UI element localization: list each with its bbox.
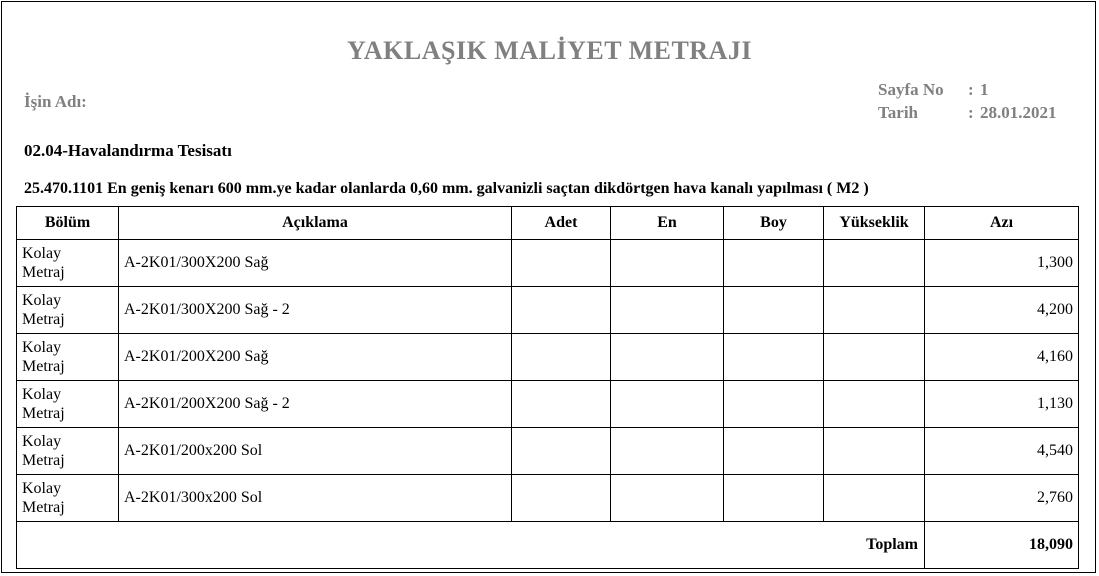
table-row	[17, 381, 1079, 428]
column-header-adet: Adet	[512, 207, 611, 240]
bolum-cell	[17, 428, 119, 475]
bolum-line-1: Kolay	[22, 245, 62, 262]
table-row	[17, 334, 1079, 381]
azi-cell: 4,160	[925, 334, 1079, 381]
adet-cell	[512, 240, 611, 287]
total-row	[17, 522, 1079, 569]
bolum-cell	[17, 334, 119, 381]
bolum-cell	[17, 240, 119, 287]
bolum-line-2: Metraj	[22, 405, 65, 422]
yukseklik-cell	[824, 240, 925, 287]
azi-cell: 1,130	[925, 381, 1079, 428]
yukseklik-cell	[824, 334, 925, 381]
boy-cell	[724, 334, 824, 381]
date-row	[878, 103, 1057, 126]
adet-cell	[512, 475, 611, 522]
aciklama-cell: A-2K01/200x200 Sol	[119, 428, 512, 475]
bolum-cell	[17, 381, 119, 428]
item-description: 25.470.1101 En geniş kenarı 600 mm.ye kadar olanlarda 0,60 mm. galvanizli saçtan dikdörtgen hava kanalı yapılması ( M2 )	[24, 180, 869, 197]
column-header-yukseklik: Yükseklik	[824, 207, 925, 240]
azi-cell: 1,300	[925, 240, 1079, 287]
page-number-label: Sayfa No	[878, 80, 944, 99]
adet-cell	[512, 334, 611, 381]
bolum-cell	[17, 287, 119, 334]
boy-cell	[724, 240, 824, 287]
adet-cell	[512, 381, 611, 428]
page-number-row	[878, 80, 1057, 103]
aciklama-cell: A-2K01/300x200 Sol	[119, 475, 512, 522]
date-label: Tarih	[878, 103, 919, 122]
total-label: Toplam	[17, 522, 925, 569]
column-header-boy: Boy	[724, 207, 824, 240]
bolum-line-2: Metraj	[22, 452, 65, 469]
table-row	[17, 240, 1079, 287]
bolum-line-2: Metraj	[22, 264, 65, 281]
table-row	[17, 475, 1079, 522]
bolum-line-1: Kolay	[22, 386, 62, 403]
en-cell	[611, 334, 724, 381]
column-header-azi: Azı	[925, 207, 1079, 240]
report-meta	[878, 80, 1057, 126]
en-cell	[611, 475, 724, 522]
boy-cell	[724, 475, 824, 522]
azi-cell: 4,540	[925, 428, 1079, 475]
table-row	[17, 287, 1079, 334]
table-row	[17, 428, 1079, 475]
total-value: 18,090	[925, 522, 1079, 569]
aciklama-cell: A-2K01/200X200 Sağ	[119, 334, 512, 381]
boy-cell	[724, 287, 824, 334]
bolum-line-2: Metraj	[22, 499, 65, 516]
page-number-value: 1	[980, 80, 989, 99]
bolum-line-1: Kolay	[22, 433, 62, 450]
adet-cell	[512, 428, 611, 475]
en-cell	[611, 428, 724, 475]
azi-cell: 2,760	[925, 475, 1079, 522]
column-header-bolum: Bölüm	[17, 207, 119, 240]
report-title: YAKLAŞIK MALİYET METRAJI	[347, 36, 752, 65]
yukseklik-cell	[824, 381, 925, 428]
aciklama-cell: A-2K01/300X200 Sağ - 2	[119, 287, 512, 334]
bolum-line-2: Metraj	[22, 311, 65, 328]
aciklama-cell: A-2K01/200X200 Sağ - 2	[119, 381, 512, 428]
boy-cell	[724, 381, 824, 428]
isin-adi-label: İşin Adı:	[24, 92, 87, 111]
boy-cell	[724, 428, 824, 475]
date-separator: :	[968, 103, 974, 122]
yukseklik-cell	[824, 287, 925, 334]
table-header-row	[17, 207, 1079, 240]
adet-cell	[512, 287, 611, 334]
bolum-line-1: Kolay	[22, 480, 62, 497]
yukseklik-cell	[824, 475, 925, 522]
date-value: 28.01.2021	[980, 103, 1057, 122]
bolum-cell	[17, 475, 119, 522]
metraj-table	[16, 206, 1079, 569]
en-cell	[611, 240, 724, 287]
section-title: 02.04-Havalandırma Tesisatı	[24, 141, 232, 160]
page-number-separator: :	[968, 80, 974, 99]
en-cell	[611, 381, 724, 428]
column-header-aciklama: Açıklama	[119, 207, 512, 240]
azi-cell: 4,200	[925, 287, 1079, 334]
column-header-en: En	[611, 207, 724, 240]
yukseklik-cell	[824, 428, 925, 475]
bolum-line-2: Metraj	[22, 358, 65, 375]
en-cell	[611, 287, 724, 334]
bolum-line-1: Kolay	[22, 292, 62, 309]
bolum-line-1: Kolay	[22, 339, 62, 356]
aciklama-cell: A-2K01/300X200 Sağ	[119, 240, 512, 287]
